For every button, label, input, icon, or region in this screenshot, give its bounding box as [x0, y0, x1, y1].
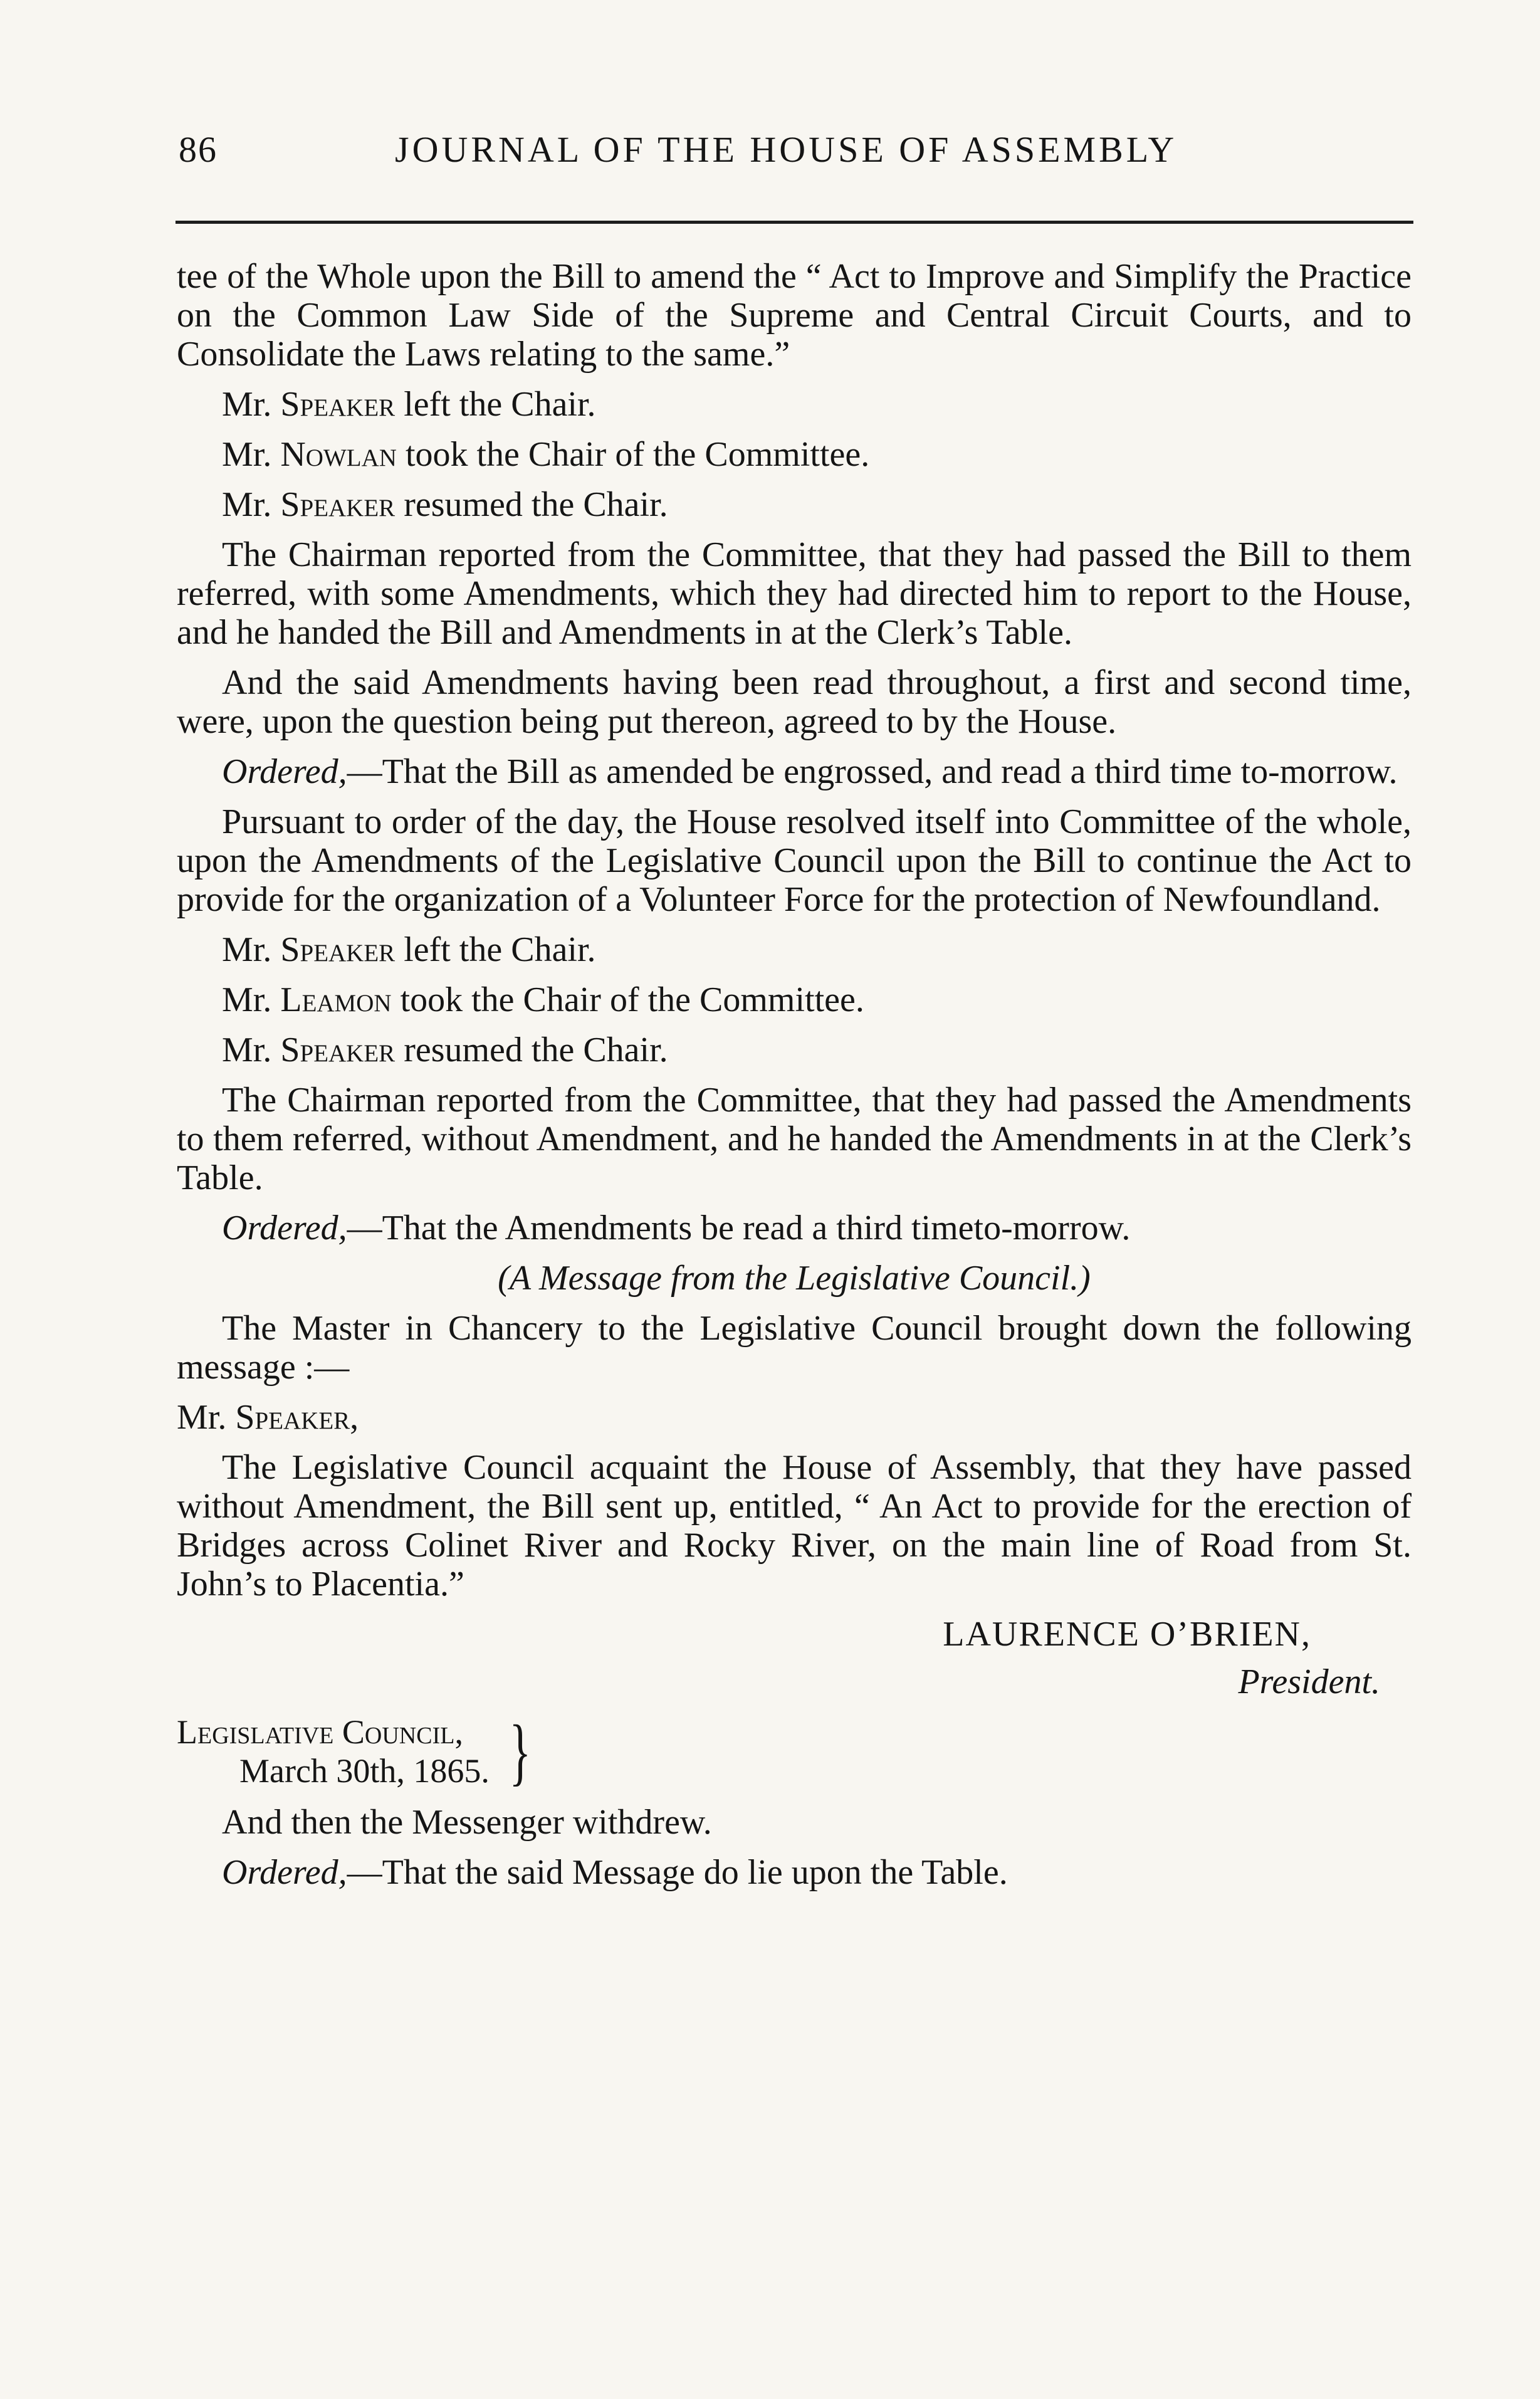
paragraph: tee of the Whole upon the Bill to amend the “ Act to Improve and Simplify the Practice on the Common Law Side of the Supreme and Central Circuit Courts, and to Consolidate the Laws relating to the same.” — [177, 257, 1412, 374]
paragraph: The Chairman reported from the Committee, that they had passed the Amendments to them referred, without Amendment, and he handed the Amendments in at the Clerk’s Table. — [177, 1081, 1412, 1197]
salutation: Mr. Speaker, — [177, 1398, 359, 1437]
header-rule — [175, 221, 1413, 224]
proceeding-line: Mr. Nowlan took the Chair of the Committee. — [222, 435, 870, 474]
proceeding-line: Mr. Speaker resumed the Chair. — [222, 1031, 668, 1069]
proceeding-line: Mr. Speaker left the Chair. — [222, 930, 596, 969]
message-text: The Legislative Council acquaint the House of Assembly, that they have passed without Amendment, the Bill sent up, entitled, “ An Act to provide for the erection of Bridges across Colinet River and Rocky River, on the main line of Road from St. John’s to Placentia.” — [177, 1448, 1412, 1604]
dateline-date: March 30th, 1865. — [239, 1752, 490, 1790]
paragraph: The Master in Chancery to the Legislative Council brought down the following message :— — [177, 1309, 1412, 1387]
proceeding-line: Mr. Speaker resumed the Chair. — [222, 485, 668, 524]
running-head: JOURNAL OF THE HOUSE OF ASSEMBLY — [395, 129, 1178, 170]
order-paragraph: Ordered,—That the Bill as amended be engrossed, and read a third time to-morrow. — [222, 752, 1398, 791]
page-header — [179, 129, 1426, 179]
signature-title: President. — [1238, 1662, 1380, 1701]
order-paragraph: Ordered,—That the Amendments be read a third timeto-morrow. — [222, 1209, 1131, 1247]
proceeding-line: Mr. Speaker left the Chair. — [222, 385, 596, 424]
signature-name: LAURENCE O’BRIEN, — [943, 1615, 1311, 1654]
paragraph: And then the Messenger withdrew. — [222, 1803, 712, 1842]
brace-glyph: } — [509, 1709, 532, 1793]
paragraph: And the said Amendments having been read throughout, a first and second time, were, upon the question being put thereon, agreed to by the House. — [177, 663, 1412, 741]
message-heading: (A Message from the Legislative Council.) — [498, 1259, 1091, 1298]
signature-block — [177, 1615, 1412, 1701]
order-paragraph: Ordered,—That the said Message do lie upon the Table. — [222, 1853, 1008, 1892]
paragraph: The Chairman reported from the Committee, that they had passed the Bill to them referred, with some Amendments, which they had directed him to report to the House, and he handed the Bill and Amendments in at the Clerk’s Table. — [177, 535, 1412, 652]
dateline-place: Legislative Council, — [177, 1713, 463, 1751]
page-number: 86 — [179, 129, 217, 170]
paragraph: Pursuant to order of the day, the House resolved itself into Committee of the whole, upon the Amendments of the Legislative Council upon the Bill to continue the Act to provide for the organization of a Volunteer Force for the protection of Newfoundland. — [177, 802, 1412, 919]
dateline — [177, 1709, 1412, 1793]
proceeding-line: Mr. Leamon took the Chair of the Committee. — [222, 980, 864, 1019]
journal-body — [177, 257, 1412, 1903]
